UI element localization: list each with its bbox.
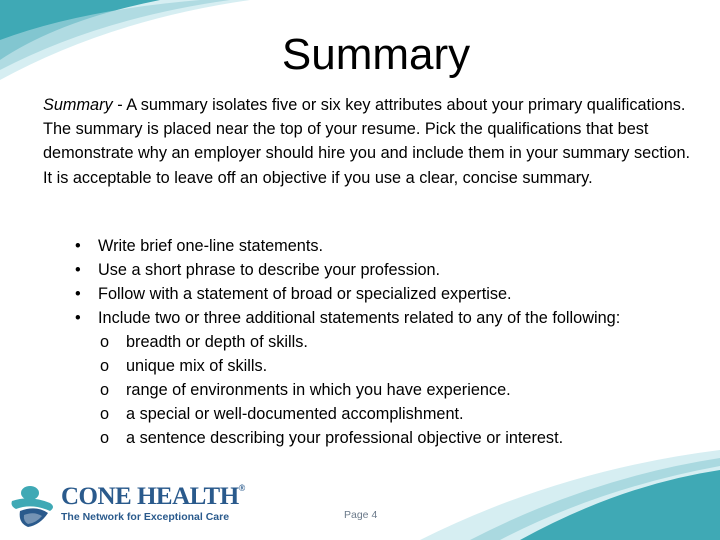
sub-bullet-icon: o	[100, 381, 110, 399]
intro-text: - A summary isolates five or six key attributes about your primary qualifications. The summary is placed near the top of your resume. Pick the qualifications that best demonstrate why an employer should hire you and include them in your summary section. It is acceptable to leave off an objective if you use a clear, concise summary.	[43, 96, 691, 187]
intro-paragraph	[43, 93, 703, 190]
bullet-icon: •	[75, 285, 81, 303]
bullet-icon: •	[75, 237, 81, 255]
cone-health-logo	[10, 483, 245, 528]
intro-lead: Summary	[43, 96, 113, 114]
bullet-list	[75, 234, 715, 450]
sub-list-item: o breadth or depth of skills.	[100, 330, 715, 354]
registered-mark: ®	[238, 483, 245, 493]
sub-bullet-icon: o	[100, 429, 110, 447]
bullet-icon: •	[75, 261, 81, 279]
slide-title: Summary	[281, 30, 471, 79]
sub-bullet-list	[100, 330, 715, 450]
list-item: • Use a short phrase to describe your profession.	[75, 258, 715, 282]
sub-list-item: o range of environments in which you have experience.	[100, 378, 715, 402]
sub-bullet-icon: o	[100, 405, 110, 423]
sub-list-item: o a sentence describing your professional objective or interest.	[100, 426, 715, 450]
list-item: • Follow with a statement of broad or specialized expertise.	[75, 282, 715, 306]
sub-bullet-icon: o	[100, 333, 110, 351]
sub-list-item: o a special or well-documented accomplishment.	[100, 402, 715, 426]
list-item: • Include two or three additional statements related to any of the following: o breadth or depth of skills. o unique mix of skills. o range of environments in which you have experience. o a special or well-documented accomplishment. o a sentence describing your professional objective or interest.	[75, 306, 715, 450]
logo-name: CONE HEALTH	[61, 483, 239, 510]
sub-bullet-icon: o	[100, 357, 110, 375]
sub-list-item: o unique mix of skills.	[100, 354, 715, 378]
page-number: Page 4	[344, 509, 378, 521]
list-item: • Write brief one-line statements.	[75, 234, 715, 258]
bullet-icon: •	[75, 309, 81, 327]
logo-tagline: The Network for Exceptional Care	[61, 511, 230, 523]
cone-health-logo-icon	[10, 483, 58, 528]
